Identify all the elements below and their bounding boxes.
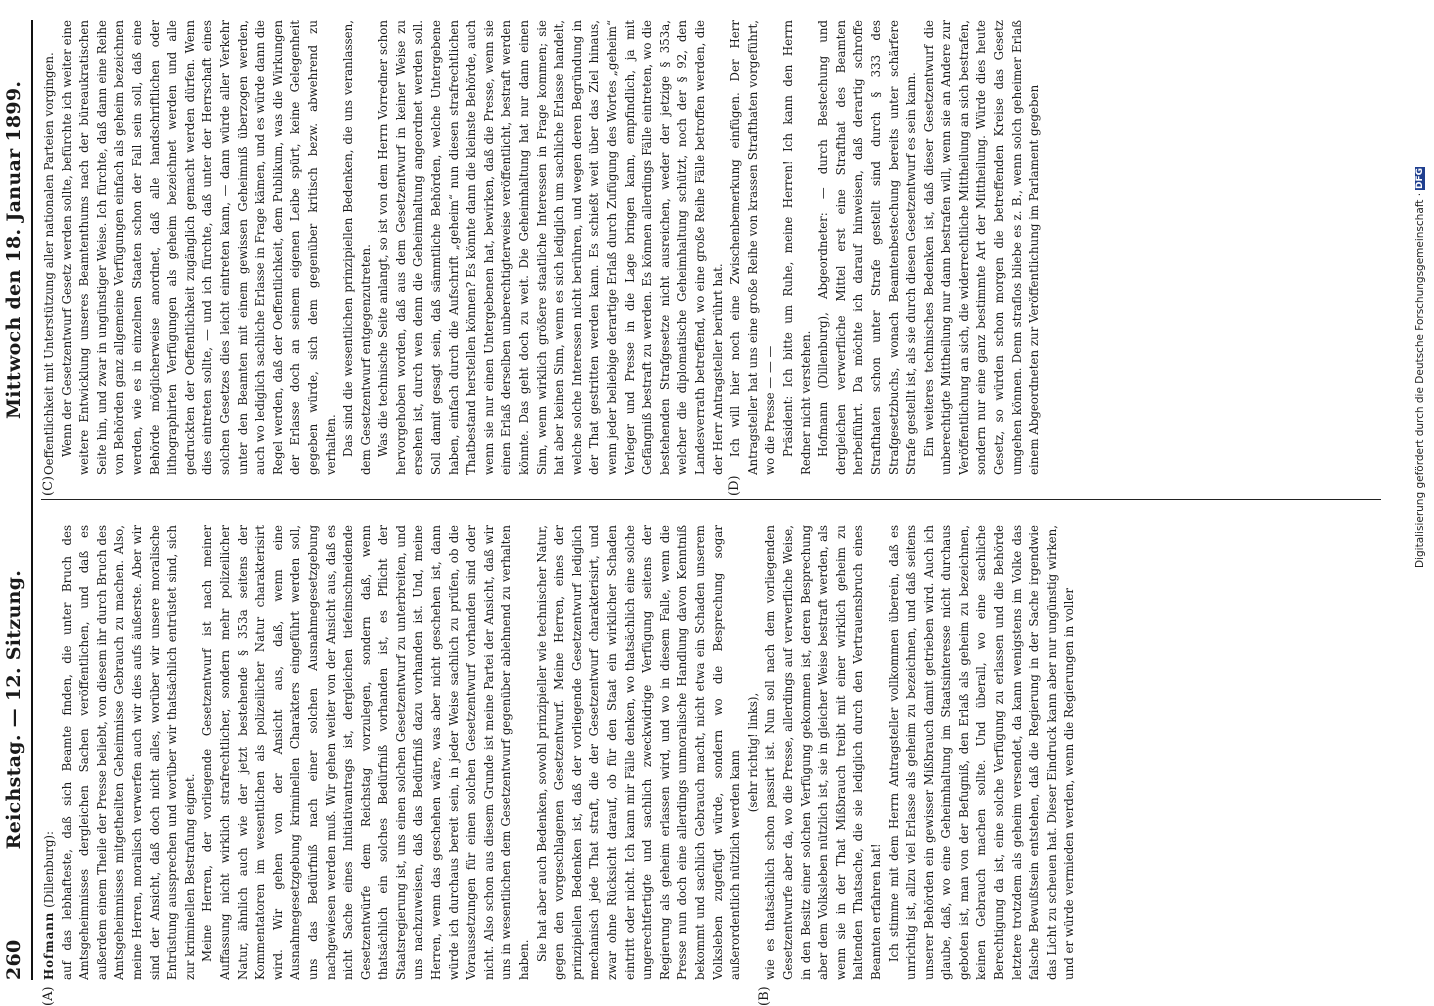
scanned-page [0,20,1397,1006]
left-paragraph: Meine Herren, der vorliegende Gesetzentwurf ist nach meiner Auffassung nicht wirklich strafrechtlicher, sondern mehr polizeilicher Natur, ähnlich auch wie der jetzt bestehende § 353a seitens der Kommentatoren im wesentlichen als polizeilicher Natur charakterisirt wird. Wir gehen von der Ansicht aus, daß, wenn eine Ausnahmegesetzgebung kriminellen Charakters eingeführt werden soll, uns das Bedürfniß nach einer solchen Ausnahmegesetzgebung nachgewiesen werden muß. Wir gehen weiter von der Ansicht aus, daß es nicht Sache eines Initiativantrags ist, dergleichen tiefeinschneidende Gesetzentwürfe dem Reichstag vorzulegen, sondern daß, wenn thatsächlich ein solches Bedürfniß vorhanden ist, es Pflicht der Staatsregierung ist, uns einen solchen Gesetzentwurf zu unterbreiten, und uns nachzuweisen, daß das Bedürfniß dazu vorhanden ist. Und, meine Herren, wenn das geschehen wäre, was aber nicht geschehen ist, dann würde ich durchaus bereit sein, in jeder Weise sachlich zu prüfen, ob die Voraussetzungen für einen solchen Gesetzentwurf vorhanden sind oder nicht. Also schon aus diesem Grunde ist meine Partei der Ansicht, daß wir uns in wesentlichen dem Gesetzentwurf gegenüber ablehnend zu verhalten haben. [200,525,532,980]
header-rule [31,20,33,980]
header-session: Reichstag. — 12. Sitzung. [3,569,25,850]
page-header [0,20,25,980]
dfg-watermark [1414,8,1428,568]
right-paragraph: Ein weiteres technisches Bedenken ist, daß dieser Gesetzentwurf die unberechtigte Mittheilung nur dann bestrafen will, wenn sie an Andere zur Veröffentlichung an sich, die widerrechtliche Mittheilung an sich bestrafen, sondern nur eine ganz bestimmte Art der Mittheilung. Würde dies heute Gesetz, so würden schon morgen die betreffenden Kreise das Gesetz umgehen können. Denn straflos bliebe es z. B., wenn solch geheimer Erlaß einem Abgeordneten zur Veröffentlichung im Parlament gegeben [921,20,1042,475]
interjection: (sehr richtig! links), [745,692,760,813]
header-date: Mittwoch den 18. Januar 1899. [3,80,25,420]
right-paragraph: Was die technische Seite anlangt, so ist von dem Herrn Vorredner schon hervorgehoben worden, daß aus dem Gesetzentwurf in keiner Weise zu ersehen ist, durch wen denn die Geheimhaltung angeordnet werden soll. Soll damit gesagt sein, daß sämmtliche Behörden, welche Untergebene haben, einfach durch die Aufschrift „geheim“ nun diesen strafrechtlichen Thatbestand herstellen können? Es könnte dann die kleinste Behörde, auch wenn sie nur einen Untergebenen hat, bewirken, daß die Presse, wenn sie einen Erlaß derselben unberechtigterweise veröffentlicht, bestraft werden könnte. Das geht doch zu weit. Die Geheimhaltung hat nur dann einen Sinn, wenn wirklich größere staatliche Interessen in Frage kommen; sie hat aber keinen Sinn, wenn es sich lediglich um sachliche Erlasse handelt, welche solche Interessen nicht berühren, und wegen deren Begründung in der That gestritten werden kann. Es schießt weit über das Ziel hinaus, wenn jeder beliebige derartige Erlaß durch Zufügung des Wortes „geheim“ Verleger und Presse in die Lage bringen kann, empfindlich, ja mit Gefängniß bestraft zu werden. Es können allerdings Fälle eintreten, wo die bestehenden Strafgesetze nicht ausreichen, weder der jetzige § 353a, welcher die diplomatische Geheimhaltung schützt, noch der § 92, den Landesverrath betreffend, wo eine große Reihe Fälle betroffen werden, die der Herr Antragsteller berührt hat. [376,20,725,475]
column-divider [41,499,1381,500]
left-column [41,525,1381,980]
page-number: 260 [3,939,25,980]
dfg-logo: DFG [1415,167,1425,189]
left-paragraph: auf das lebhafteste, daß sich Beamte finden, die unter Bruch des Amtsgeheimnisses dergleichen Sachen veröffentlichen, und daß es außerdem einem Theile der Presse beliebt, von diesem ihr durch Bruch des Amtsgeheimnisses mitgetheilten Geheimnisse Gebrauch zu machen. Also, meine Herren, moralisch verwerfen auch wir dies aufs äußerste. Aber wir sind der Ansicht, daß doch nicht alles, worüber wir unsere moralische Entrüstung aussprechen und worüber wir thatsächlich entrüstet sind, sich zur kriminellen Bestrafung eignet. [59,525,197,980]
right-paragraph: Das sind die wesentlichen prinzipiellen Bedenken, die uns veranlassen, dem Gesetzentwurf entgegenzutreten. [341,20,373,475]
right-paragraph: Oeffentlichkeit mit Unterstützung aller nationalen Parteien vorgingen. [42,52,56,475]
president-remark: Präsident: Ich bitte um Ruhe, meine Herren! Ich kann den Herrn Redner nicht verstehen. [780,20,813,475]
margin-marker-a: (A) [41,986,56,1006]
right-paragraph: Wenn der Gesetzentwurf Gesetz werden sollte, befürchte ich weiter eine weitere Entwicklung unseres Beamtenthums nach der büreaukratischen Seite hin, und zwar in ungünstiger Weise. Ich fürchte, daß dann eine Reihe von Behörden ganz allgemeine Verfügungen einfach als geheim bezeichnen werden, wie es in einzelnen Staaten schon der Fall sein soll, daß eine Behörde möglicherweise anordnet, daß alle handschriftlichen oder lithographirten Verfügungen als geheim bezeichnet werden und alle gedruckten der Oeffentlichkeit zugänglich gemacht werden dürfen. Wenn dies eintreten sollte, — und ich fürchte, daß unter der Herrschaft eines solchen Gesetzes dies leicht eintreten kann, — dann würde aller Verkehr unter den Beamten mit einem gewissen Geheimniß überzogen werden, auch wo lediglich sachliche Erlasse in Frage kämen, und es würde dann die Regel werden, daß der Oeffentlichkeit, dem Publikum, was die Wirkungen der Erlasse doch an seinem eigenen Leibe spürt, keine Gelegenheit gegeben würde, sich dem gegenüber kritisch bezw. abwehrend zu verhalten. [59,20,338,475]
speaker-name: Hofmann [42,911,56,980]
speaker-continuation [41,525,59,980]
right-paragraph: Hofmann (Dillenburg), Abgeordneter: — durch Bestechung und dergleichen verwerfliche Mittel erst eine Strafthat des Beamten herbeiführt. Da möchte ich darauf hinweisen, daß derartig schroffe Strafthaten schon unter Strafe gestellt sind durch § 333 des Strafgesetzbuchs, wonach Beamtenbestechung bereits unter schärfere Strafe gestellt ist, als sie durch diesen Gesetzentwurf es sein kann. [816,20,919,475]
watermark-text: Digitalisierung gefördert durch die Deutsche Forschungsgemeinschaft · [1414,189,1426,568]
speaker-note: (Dillenburg): [42,830,56,908]
right-column [41,20,1381,475]
left-paragraph: wie es thatsächlich schon passirt ist. Nun soll nach dem vorliegenden Gesetzentwurfe aber da, wo die Presse, allerdings auf verwerfliche Weise, in den Besitz einer solchen Verfügung gekommen ist, deren Besprechung aber dem Volksleben nützlich ist, sie in gleicher Weise bestraft werden, als wenn sie in der That Mißbrauch treibt mit einer wirklich geheim zu haltenden Thatsache, die sie lediglich durch den Vertrauensbruch eines Beamten erfahren hat! [763,525,883,980]
margin-marker-c: (C) [41,475,56,496]
margin-marker-d: (D) [727,475,742,496]
left-paragraph: Ich stimme mit dem Herrn Antragsteller vollkommen überein, daß es unrichtig ist, allzu viel Erlasse als geheim zu bezeichnen, und daß seitens unserer Behörden ein gewisser Mißbrauch damit getrieben wird. Auch ich glaube, daß, wo eine Geheimhaltung im Staatsinteresse nicht durchaus geboten ist, man von der Befugniß, den Erlaß als geheim zu bezeichnen, keinen Gebrauch machen sollte. Und überall, wo eine sachliche Berechtigung da ist, eine solche Verfügung zu erlassen und die Behörde letztere trotzdem als geheim versendet, da kann wenigstens im Volke das falsche Bewußtsein entstehen, daß die Regierung in der Sache irgendwie das Licht zu scheuen hat. Dieser Eindruck kann aber nur ungünstig wirken, und er würde vermieden werden, wenn die Regierungen in voller [886,525,1077,980]
margin-marker-b: (B) [757,986,772,1006]
right-paragraph: Ich will hier noch eine Zwischenbemerkung einfügen. Der Herr Antragsteller hat uns eine große Reihe von krassen Strafthaten vorgeführt, wo die Presse — — — [728,20,778,475]
left-paragraph: Sie hat aber auch Bedenken, sowohl prinzipieller wie technischer Natur, gegen den vorgeschlagenen Gesetzentwurf. Meine Herren, eines der prinzipiellen Bedenken ist, daß der vorliegende Gesetzentwurf lediglich mechanisch jede That straft, die der Gesetzentwurf charakterisirt, und zwar ohne Rücksicht darauf, ob für den Staat ein wirklicher Schaden eintritt oder nicht. Ich kann mir Fälle denken, wo thatsächlich eine solche ungerechtfertigte und sachlich zweckwidrige Verfügung seitens der Regierung als geheim erlassen wird, und wo in diesem Falle, wenn die Presse nun doch eine allerdings unmoralische Handlung davon Kenntniß bekommt und sachlich Gebrauch macht, nicht etwa ein Schaden unserem Volksleben zugefügt würde, sondern wo die Besprechung sogar außerordentlich nützlich werden kann [534,525,743,980]
